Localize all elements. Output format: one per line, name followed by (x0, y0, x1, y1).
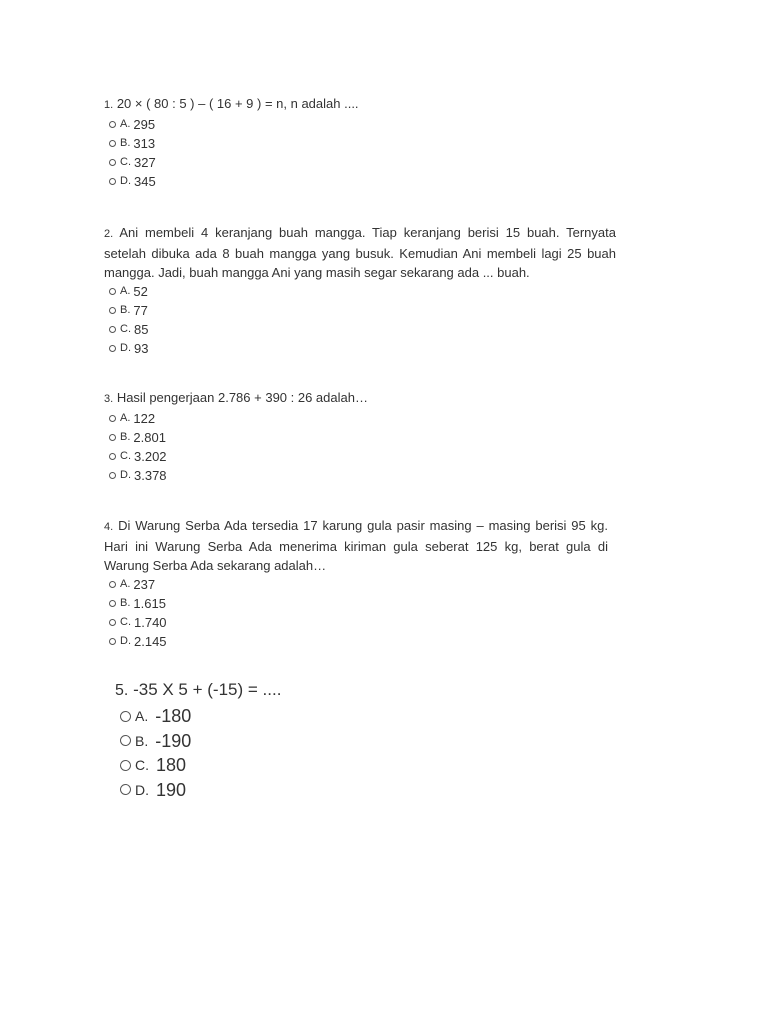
option-d[interactable] (104, 172, 616, 191)
option-d[interactable] (104, 466, 616, 485)
option-value: 3.202 (134, 449, 167, 464)
option-a[interactable] (104, 409, 616, 428)
option-value: 52 (133, 284, 148, 299)
option-letter: C. (120, 323, 131, 335)
option-letter: B. (120, 431, 131, 443)
radio-icon[interactable] (109, 434, 116, 441)
option-value: 2.801 (133, 430, 166, 445)
option-value: 122 (133, 411, 156, 426)
question-3 (104, 388, 616, 485)
radio-icon[interactable] (120, 784, 131, 795)
question-stem (104, 388, 616, 409)
option-value: -180 (155, 706, 192, 726)
option-value: 345 (134, 174, 156, 189)
option-a[interactable] (104, 575, 608, 594)
radio-icon[interactable] (109, 140, 116, 147)
option-letter: D. (120, 469, 131, 481)
question-text: Ani membeli 4 keranjang buah mangga. Tiap keranjang berisi 15 buah. Ternyata setelah dibuka ada 8 buah mangga yang busuk. Kemudian Ani membeli lagi 25 buah mangga. Jadi, buah mangga Ani yang masih segar sekarang ada ... buah. (104, 225, 616, 280)
radio-icon[interactable] (109, 326, 116, 333)
question-text: Hasil pengerjaan 2.786 + 390 : 26 adalah… (116, 390, 368, 405)
option-a[interactable] (104, 282, 616, 301)
option-letter: D. (120, 342, 131, 354)
question-stem (104, 516, 608, 575)
option-c[interactable] (115, 753, 535, 778)
question-number: 4. (104, 521, 114, 533)
option-letter: D. (135, 781, 149, 798)
question-text: Di Warung Serba Ada tersedia 17 karung gula pasir masing – masing berisi 95 kg. Hari ini Warung Serba Ada menerima kiriman gula seberat 125 kg, berat gula di Warung Serba Ada sekarang adalah… (104, 518, 608, 573)
option-letter: B. (120, 304, 131, 316)
option-b[interactable] (104, 134, 616, 153)
radio-icon[interactable] (109, 159, 116, 166)
option-c[interactable] (104, 320, 616, 339)
question-text: -35 X 5 + (-15) = .... (133, 680, 282, 699)
radio-icon[interactable] (109, 288, 116, 295)
option-c[interactable] (104, 153, 616, 172)
option-value: 190 (156, 779, 187, 800)
option-value: 180 (156, 755, 187, 775)
option-letter: A. (135, 708, 149, 724)
question-stem (104, 94, 616, 115)
radio-icon[interactable] (109, 345, 116, 352)
option-letter: B. (120, 137, 131, 149)
option-letter: D. (120, 175, 131, 187)
option-b[interactable] (115, 729, 535, 754)
option-letter: D. (120, 635, 131, 647)
radio-icon[interactable] (109, 581, 116, 588)
question-number: 3. (104, 393, 114, 405)
option-value: 313 (133, 136, 156, 151)
question-stem (104, 223, 616, 282)
question-2 (104, 223, 616, 358)
option-letter: A. (120, 118, 131, 130)
option-value: 93 (134, 341, 149, 356)
option-d[interactable] (104, 632, 608, 651)
option-c[interactable] (104, 447, 616, 466)
option-value: 3.378 (134, 468, 167, 483)
radio-icon[interactable] (120, 760, 131, 771)
option-letter: B. (135, 732, 149, 749)
radio-icon[interactable] (109, 619, 116, 626)
option-letter: C. (120, 616, 131, 628)
radio-icon[interactable] (120, 711, 131, 722)
radio-icon[interactable] (109, 307, 116, 314)
question-text: 20 × ( 80 : 5 ) – ( 16 + 9 ) = n, n adalah .... (116, 96, 359, 111)
question-number: 1. (104, 99, 114, 111)
question-4 (104, 516, 608, 651)
option-letter: A. (120, 578, 131, 590)
option-b[interactable] (104, 301, 616, 320)
question-5 (115, 677, 535, 802)
option-value: 327 (134, 155, 156, 170)
option-value: 1.740 (134, 615, 167, 630)
radio-icon[interactable] (120, 735, 131, 746)
option-letter: C. (120, 450, 131, 462)
option-value: 1.615 (133, 596, 166, 611)
radio-icon[interactable] (109, 453, 116, 460)
option-value: 2.145 (134, 634, 167, 649)
question-1 (104, 94, 616, 191)
option-value: -190 (155, 730, 192, 751)
option-letter: B. (120, 597, 131, 609)
option-a[interactable] (115, 704, 535, 729)
option-value: 237 (133, 577, 156, 592)
option-d[interactable] (104, 339, 616, 358)
radio-icon[interactable] (109, 178, 116, 185)
question-number: 2. (104, 228, 114, 240)
option-letter: C. (135, 757, 149, 773)
option-letter: C. (120, 156, 131, 168)
radio-icon[interactable] (109, 600, 116, 607)
option-letter: A. (120, 412, 131, 424)
option-b[interactable] (104, 594, 608, 613)
radio-icon[interactable] (109, 472, 116, 479)
option-value: 77 (133, 303, 148, 318)
option-d[interactable] (115, 778, 535, 803)
option-letter: A. (120, 285, 131, 297)
option-value: 295 (133, 117, 156, 132)
radio-icon[interactable] (109, 638, 116, 645)
option-a[interactable] (104, 115, 616, 134)
option-value: 85 (134, 322, 149, 337)
option-b[interactable] (104, 428, 616, 447)
option-c[interactable] (104, 613, 608, 632)
radio-icon[interactable] (109, 415, 116, 422)
radio-icon[interactable] (109, 121, 116, 128)
question-number: 5. (115, 682, 129, 699)
question-stem (115, 677, 535, 704)
